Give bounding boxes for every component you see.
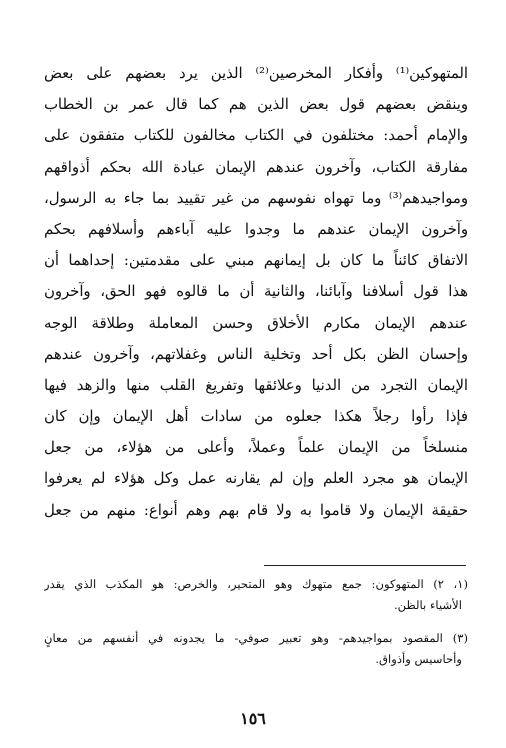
text-line: فإذا رأوا رجلاً هكذا جعلوه من سادات أهل الإيمان وإن كان	[44, 408, 468, 426]
footnote-divider	[264, 565, 466, 566]
text-line: وآخرون الإيمان عندهم ما وجدوا عليه آباءهم وأسلافهم بحكم	[44, 220, 468, 238]
text-line: مفارقة الكتاب، وآخرون عندهم الإيمان عبادة الله بحكم أذواقهم	[44, 158, 468, 176]
text-line: الإيمان التجرد من الدنيا وعلائقها وتفريغ القلب منها والزهد فيها	[44, 376, 468, 394]
text-line: الإيمان هو مجرد العلم وإن لم يقارنه عمل وكل هؤلاء لم يعرفوا	[44, 470, 468, 488]
text-line: منسلخاً من الإيمان علماً وعملاً، وأعلى من هؤلاء، من جعل	[44, 439, 468, 457]
footnote-line: وأحاسيس وأذواق.	[375, 652, 462, 666]
page-number: ١٥٦	[240, 709, 266, 728]
text-line: المتهوكين⁽¹⁾ وأفكار المخرصين⁽²⁾ الذين يرد بعضهم على بعض	[44, 65, 468, 82]
footnote-line: (١، ٢) المتهوكون: جمع متهوك وهو المتحير، والخرص: هو المكذب الذي يقدر	[44, 577, 468, 591]
text-line: الاتفاق كائناً ما كان بل إيمانهم مبني على مقدمتين: إحداهما أن	[44, 252, 468, 270]
text-line: ومواجيدهم⁽³⁾ وما تهواه نفوسهم من غير تقييد بما جاء به الرسول،	[44, 189, 468, 207]
footnotes	[44, 574, 468, 670]
footnote-line: (٣) المقصود بمواجيدهم- وهو تعبير صوفي- ما يجدونه في أنفسهم من معانٍ	[44, 631, 468, 645]
footnote-line: الأشياء بالظن.	[393, 598, 462, 612]
text-line: وينقض بعضهم قول بعض الذين هم كما قال عمر بن الخطاب	[44, 96, 468, 114]
text-line: وإحسان الظن بكل أحد وتخلية الناس وغفلاتهم، وآخرون عندهم	[44, 345, 468, 363]
text-line: عندهم الإيمان مكارم الأخلاق وحسن المعاملة وطلاقة الوجه	[44, 314, 468, 332]
text-line: حقيقة الإيمان ولا قاموا به ولا قام بهم وهم أنواع: منهم من جعل	[44, 501, 468, 519]
main-text	[44, 58, 468, 526]
text-line: هذا قول أسلافنا وآبائنا، والثانية أن ما قالوه فهو الحق، وآخرون	[44, 283, 468, 301]
text-line: والإمام أحمد: مختلفون في الكتاب مخالفون للكتاب متفقون على	[44, 127, 468, 145]
